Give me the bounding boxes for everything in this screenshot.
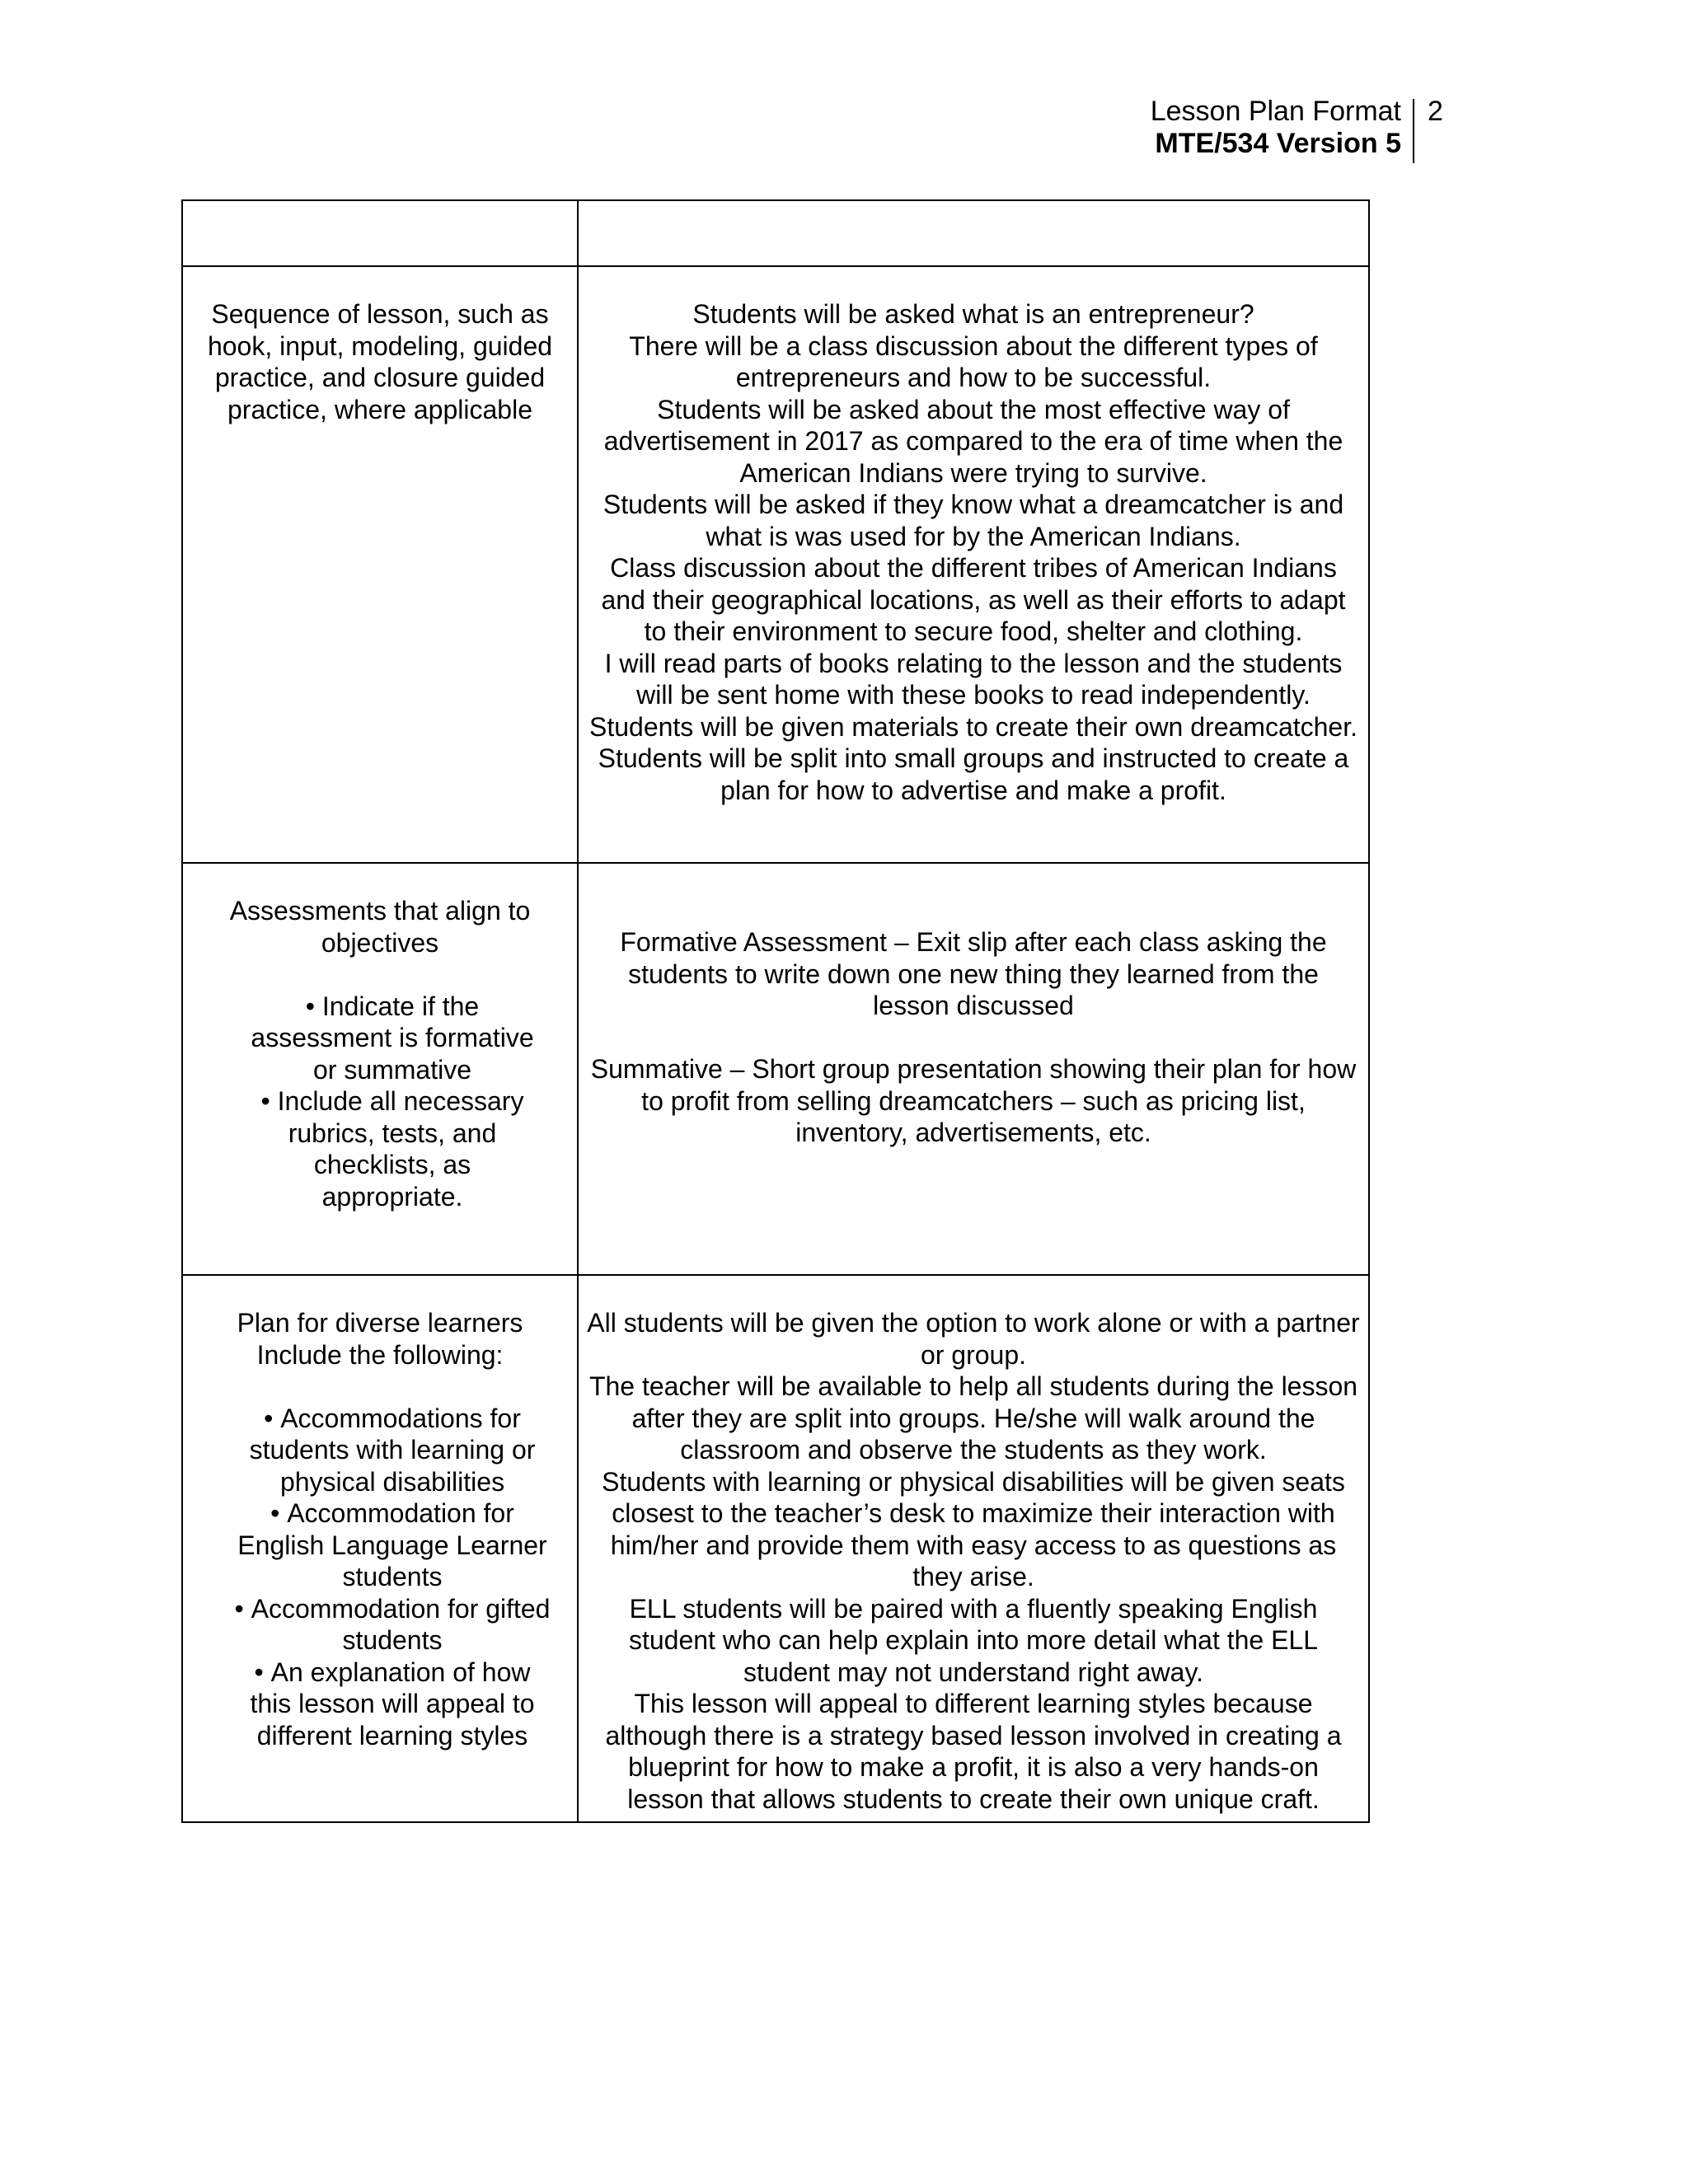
header-title: Lesson Plan Format	[1150, 96, 1401, 127]
summative-assessment: Summative – Short group presentation showing their plan for how to profit from selling dreamcatchers – such as pricing list, inventory, advertisements, etc.	[590, 1054, 1357, 1147]
header-subtitle: MTE/534 Version 5	[1155, 128, 1401, 159]
page-header	[0, 96, 1414, 160]
diverse-sublabel: Include the following:	[256, 1339, 504, 1370]
list-item: • Include all necessary rubrics, tests, and checklists, as appropriate.	[260, 1086, 524, 1212]
diverse-item: All students will be given the option to work alone or with a partner or group.	[587, 1308, 1360, 1370]
table-row-empty	[182, 200, 1369, 266]
sequence-item: I will read parts of books relating to the lesson and the students will be sent home with these books to read independently.	[604, 648, 1343, 710]
diverse-item: The teacher will be available to help all students during the lesson after they are split into groups. He/she will walk around the classroom and observe the students as they work.	[588, 1371, 1358, 1465]
empty-cell-left	[182, 200, 578, 266]
sequence-label-cell	[182, 266, 578, 863]
bullet-icon: •	[260, 1086, 278, 1116]
sequence-content-cell	[578, 266, 1369, 863]
assessments-label-cell	[182, 863, 578, 1275]
sequence-item: Class discussion about the different tribes of American Indians and their geographical locations, as well as their efforts to adapt to their environment to secure food, shelter and clothing.	[601, 553, 1346, 646]
formative-assessment: Formative Assessment – Exit slip after each class asking the students to write down one new thing they learned from the lesson discussed	[620, 927, 1327, 1020]
list-item: • Accommodation for gifted students	[234, 1593, 551, 1655]
sequence-item: Students will be asked about the most effective way of advertisement in 2017 as compared to the era of time when the American Indians were trying to survive.	[603, 394, 1343, 488]
sequence-item: Students will be split into small groups and instructed to create a plan for how to advertise and make a profit.	[598, 743, 1349, 805]
table-row-sequence	[182, 266, 1369, 863]
table-row-assessments	[182, 863, 1369, 1275]
bullet-icon: •	[270, 1498, 288, 1528]
sequence-item: There will be a class discussion about the different types of entrepreneurs and how to be successful.	[629, 330, 1318, 392]
list-item: • An explanation of how this lesson will appeal to different learning styles	[250, 1657, 535, 1750]
assessments-bullet-list	[191, 991, 569, 1213]
table-row-diverse	[182, 1275, 1369, 1822]
bullet-icon: •	[254, 1657, 271, 1687]
sequence-label: Sequence of lesson, such as hook, input, modeling, guided practice, and closure guided practice, where applicable	[207, 299, 553, 424]
diverse-item: This lesson will appeal to different learning styles because although there is a strategy based lesson involved in creating a blueprint for how to make a profit, it is also a very hands-on lesson that allows students to create their own unique craft.	[605, 1689, 1342, 1814]
diverse-content-cell	[578, 1275, 1369, 1822]
list-item: • Accommodation for English Language Learner students	[237, 1498, 547, 1591]
bullet-icon: •	[305, 991, 322, 1021]
diverse-item: Students with learning or physical disabilities will be given seats closest to the teacher’s desk to maximize their interaction with him/her and provide them with easy access to as questions as they arise.	[602, 1466, 1345, 1591]
diverse-item: ELL students will be paired with a fluently speaking English student who can help explain into more detail what the ELL student may not understand right away.	[628, 1593, 1319, 1687]
sequence-item: Students will be given materials to create their own dreamcatcher.	[588, 711, 1357, 742]
empty-cell-right	[578, 200, 1369, 266]
list-item: • Accommodations for students with learning or physical disabilities	[249, 1403, 536, 1497]
assessments-label: Assessments that align to objectives	[229, 896, 531, 958]
diverse-label-cell	[182, 1275, 578, 1822]
diverse-label: Plan for diverse learners	[237, 1308, 523, 1338]
bullet-icon: •	[234, 1593, 251, 1624]
page-number: 2	[1428, 96, 1443, 127]
assessments-content-cell	[578, 863, 1369, 1275]
list-item: • Indicate if the assessment is formative or summative	[251, 991, 534, 1085]
sequence-item: Students will be asked what is an entrepreneur?	[692, 299, 1254, 329]
bullet-icon: •	[264, 1403, 281, 1433]
diverse-bullet-list	[191, 1403, 569, 1752]
lesson-plan-table	[181, 199, 1370, 1823]
header-divider	[1413, 99, 1414, 163]
sequence-item: Students will be asked if they know what a dreamcatcher is and what is was used for by the American Indians.	[603, 490, 1344, 551]
